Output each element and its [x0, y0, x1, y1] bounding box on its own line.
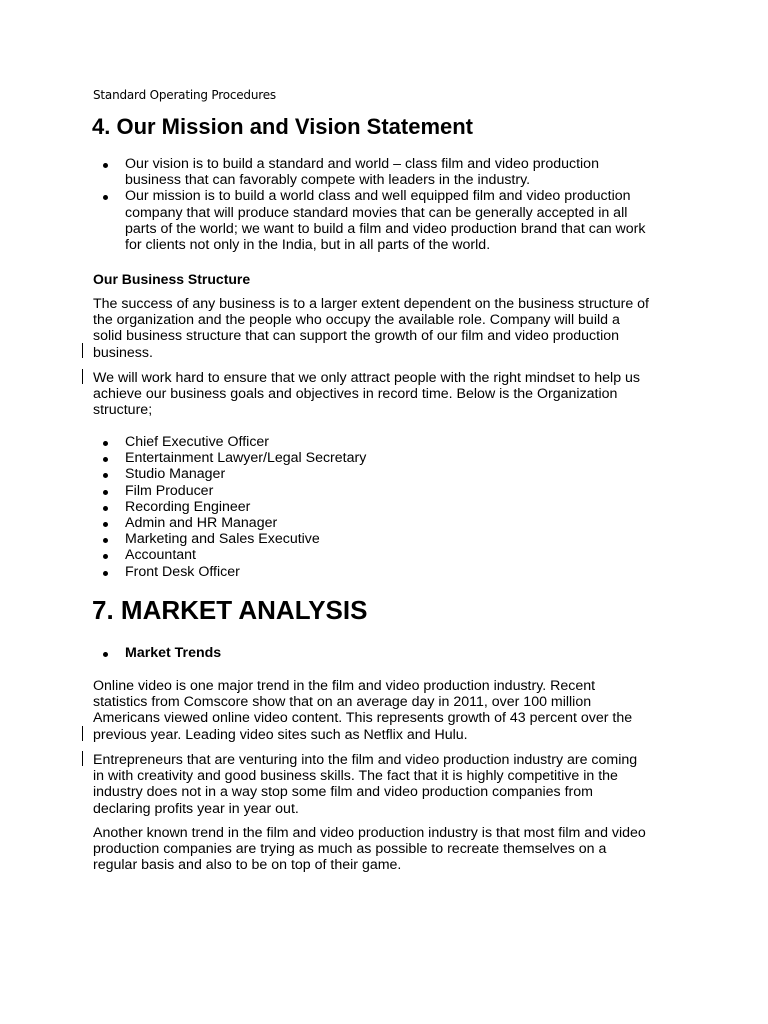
business-structure-heading: Our Business Structure [93, 271, 251, 287]
paragraph-line: The success of any business is to a larger extent dependent on the business structure of [93, 296, 650, 312]
role-item: Recording Engineer [93, 499, 366, 515]
paragraph-line: production companies are trying as much as possible to recreate themselves on a [93, 841, 607, 858]
role-item: Film Producer [93, 483, 366, 499]
paragraph-line: Americans viewed online video content. This represents growth of 43 percent over the [93, 710, 633, 727]
organization-roles-list [93, 434, 366, 580]
paragraph-line: regular basis and also to be on top of their game. [93, 857, 402, 874]
paragraph-line: solid business structure that can support the growth of our film and video production [93, 328, 620, 345]
paragraph-line: the organization and the people who occupy the available role. Company will build a [93, 312, 620, 329]
mission-line-2: company that will produce standard movies that can be generally accepted in all [125, 204, 628, 221]
paragraph-line: structure; [93, 402, 153, 419]
paragraph-line: We will work hard to ensure that we only attract people with the right mindset to help us [93, 370, 641, 386]
role-item: Entertainment Lawyer/Legal Secretary [93, 450, 366, 466]
market-paragraph-2 [93, 752, 637, 817]
vision-line-2: business that can favorably compete with leaders in the industry. [125, 172, 531, 189]
paragraph-line: in with creativity and good business skills. The fact that it is highly competitive in the [93, 768, 618, 785]
mission-vision-list [93, 156, 646, 253]
mission-vision-heading: 4. Our Mission and Vision Statement [92, 114, 474, 139]
change-bar-mark [82, 343, 83, 358]
paragraph-line: Another known trend in the film and video production industry is that most film and video [93, 825, 646, 841]
business-structure-paragraph-2 [93, 370, 640, 419]
business-structure-paragraph-1 [93, 296, 649, 361]
vision-line-1: Our vision is to build a standard and world – class film and video production [125, 156, 599, 172]
change-bar-mark [82, 751, 83, 766]
vision-bullet [93, 156, 646, 188]
role-item: Accountant [93, 547, 366, 563]
mission-line-1: Our mission is to build a world class and well equipped film and video production [125, 188, 631, 205]
mission-line-4: for clients not only in the India, but in all parts of the world. [125, 237, 491, 254]
paragraph-line: statistics from Comscore show that on an average day in 2011, over 100 million [93, 694, 592, 711]
market-analysis-heading: 7. MARKET ANALYSIS [92, 595, 368, 625]
role-item: Chief Executive Officer [93, 434, 366, 450]
change-bar-mark [82, 726, 83, 741]
mission-bullet [93, 188, 646, 253]
paragraph-line: Entrepreneurs that are venturing into the film and video production industry are coming [93, 752, 638, 768]
role-item: Studio Manager [93, 466, 366, 482]
role-item: Marketing and Sales Executive [93, 531, 366, 547]
paragraph-line: achieve our business goals and objectives in record time. Below is the Organization [93, 386, 618, 403]
market-paragraph-1 [93, 678, 632, 743]
paragraph-line: previous year. Leading video sites such as Netflix and Hulu. [93, 726, 468, 743]
market-trends-label: Market Trends [93, 645, 221, 661]
mission-line-3: parts of the world; we want to build a film and video production brand that can work [125, 220, 646, 237]
market-paragraph-3 [93, 825, 646, 874]
paragraph-line: declaring profits year in year out. [93, 800, 299, 817]
paragraph-line: business. [93, 344, 153, 361]
running-header: Standard Operating Procedures [93, 88, 276, 102]
market-trends-list [93, 645, 221, 661]
role-item: Front Desk Officer [93, 564, 366, 580]
change-bar-mark [82, 369, 83, 384]
paragraph-line: Online video is one major trend in the film and video production industry. Recent [93, 678, 596, 694]
paragraph-line: industry does not in a way stop some film and video production companies from [93, 784, 593, 801]
role-item: Admin and HR Manager [93, 515, 366, 531]
